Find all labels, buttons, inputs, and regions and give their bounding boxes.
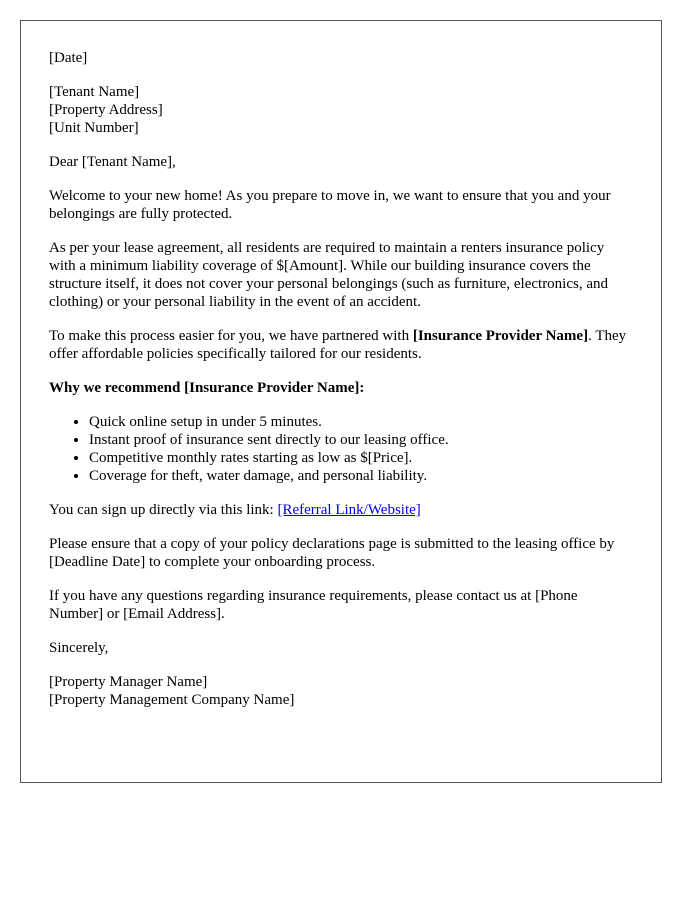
manager-name: [Property Manager Name] — [49, 674, 208, 690]
benefits-list — [49, 413, 632, 485]
partner-text: To make this process easier for you, we have partnered with — [49, 328, 413, 344]
contact-paragraph: If you have any questions regarding insurance requirements, please contact us at [Phone Number] or [Email Address]. — [49, 588, 578, 622]
list-item: • Competitive monthly rates starting as low as $[Price]. — [89, 449, 632, 467]
letter — [20, 20, 662, 783]
closing: Sincerely, — [49, 640, 109, 656]
unit-number: [Unit Number] — [49, 120, 139, 136]
tenant-name: [Tenant Name] — [49, 84, 140, 100]
signup-text: You can sign up directly via this link: — [49, 502, 278, 518]
property-address: [Property Address] — [49, 102, 163, 118]
list-item: • Coverage for theft, water damage, and personal liability. — [89, 467, 632, 485]
company-name: [Property Management Company Name] — [49, 692, 295, 708]
partner-paragraph — [49, 327, 632, 363]
list-item: • Quick online setup in under 5 minutes. — [89, 413, 632, 431]
salutation: Dear [Tenant Name], — [49, 154, 176, 170]
date: [Date] — [49, 50, 88, 66]
list-item: • Instant proof of insurance sent directly to our leasing office. — [89, 431, 632, 449]
provider-name: [Insurance Provider Name] — [412, 328, 589, 344]
why-heading-text: Why we recommend [Insurance Provider Name]: — [49, 380, 365, 396]
recipient-block — [49, 83, 632, 137]
referral-link[interactable]: [Referral Link/Website] — [277, 502, 421, 518]
deadline-paragraph: Please ensure that a copy of your policy declarations page is submitted to the leasing office by [Deadline Date] to complete your onboarding process. — [49, 536, 615, 570]
signup-paragraph — [49, 501, 632, 519]
requirement-paragraph: As per your lease agreement, all residents are required to maintain a renters insurance policy with a minimum liability coverage of $[Amount]. While our building insurance covers the structure itself, it does not cover your personal belongings (such as furniture, electronics, and clothing) or your personal liability in the event of an accident. — [49, 240, 609, 310]
welcome-paragraph: Welcome to your new home! As you prepare to move in, we want to ensure that you and your belongings are fully protected. — [49, 188, 611, 222]
signature-block — [49, 673, 632, 709]
why-heading — [49, 379, 632, 397]
partner-text-after: . They offer affordable policies specifically tailored for our residents. — [49, 328, 627, 362]
